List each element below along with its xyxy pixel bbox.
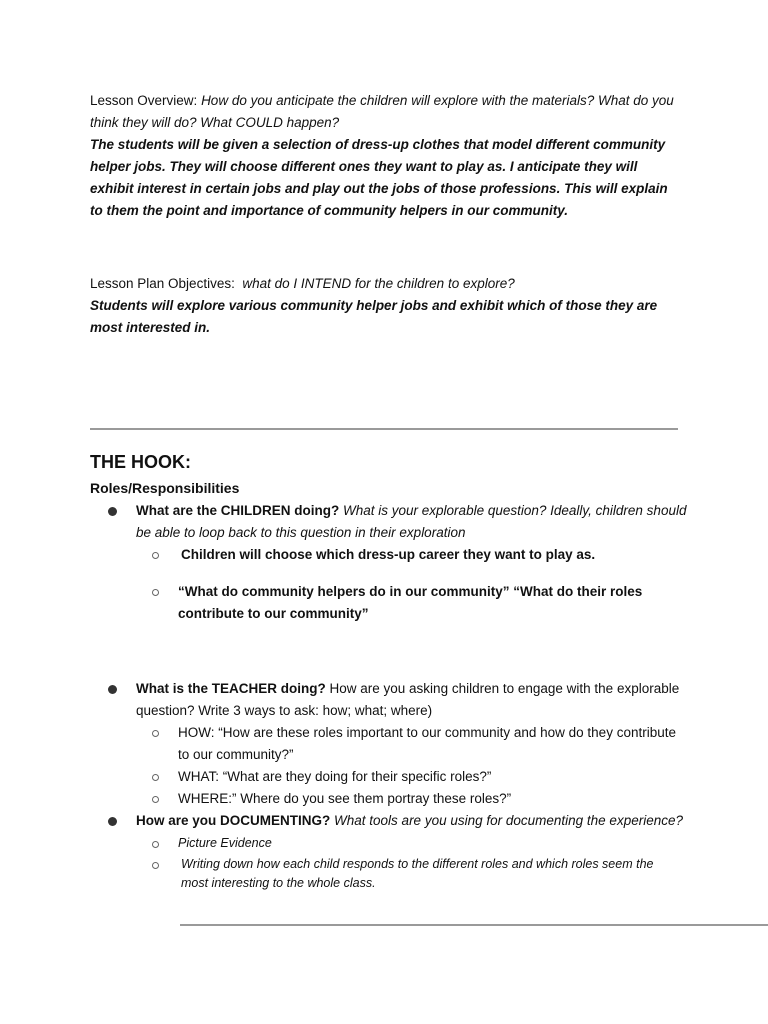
list-item-text: HOW: “How are these roles important to our community and how do they contribute to our community?” <box>178 725 676 762</box>
circle-bullet-icon <box>152 589 159 596</box>
bullet-icon <box>108 507 117 516</box>
list-item <box>90 722 690 766</box>
bottom-divider <box>180 924 768 926</box>
hook-section <box>90 448 690 893</box>
circle-bullet-icon <box>152 841 159 848</box>
documenting-prompt: What tools are you using for documenting the experience? <box>334 813 683 828</box>
roles-title: Roles/Responsibilities <box>90 480 240 496</box>
lesson-overview-label: Lesson Overview <box>90 93 194 108</box>
list-item <box>90 834 690 853</box>
bullet-icon <box>108 685 117 694</box>
objectives-question <box>90 273 680 295</box>
list-item <box>90 581 690 625</box>
children-prompt: What is your explorable question? Ideally, children should be able to loop back to this question in their exploration <box>136 503 687 540</box>
list-item-text: WHAT: “What are they doing for their specific roles?” <box>178 769 492 784</box>
lesson-overview-answer: The students will be given a selection of dress-up clothes that model different community helper jobs. They will choose different ones they want to play as. I anticipate they will exhibit interest in certain jobs and play out the jobs of those professions. This will explain to them the point and importance of community helpers in our community. <box>90 137 668 218</box>
list-item-text: “What do community helpers do in our community” “What do their roles contribute to our community” <box>178 584 643 621</box>
teacher-prompt: How are you asking children to engage with the explorable question? Write 3 ways to ask: how; what; where) <box>136 681 680 718</box>
circle-bullet-icon <box>152 862 159 869</box>
circle-bullet-icon <box>152 552 159 559</box>
list-item <box>90 544 690 566</box>
objectives-label: Lesson Plan Objectives: <box>90 276 235 291</box>
teacher-label: What is the TEACHER doing? <box>136 681 326 696</box>
objectives-section <box>90 273 680 339</box>
children-bullet <box>90 500 690 544</box>
hook-title: THE HOOK: <box>90 452 191 472</box>
documenting-bullet <box>90 810 690 832</box>
children-label: What are the CHILDREN doing? <box>136 503 340 518</box>
lesson-overview-prompt: How do you anticipate the children will explore with the materials? What do you think they will do? What COULD happen? <box>90 93 674 130</box>
list-item-text: Picture Evidence <box>178 836 272 850</box>
circle-bullet-icon <box>152 730 159 737</box>
circle-bullet-icon <box>152 796 159 803</box>
list-item <box>90 855 671 893</box>
list-item-text: Children will choose which dress-up career they want to play as. <box>181 547 596 562</box>
section-divider <box>90 428 678 430</box>
objectives-answer: Students will explore various community helper jobs and exhibit which of those they are most interested in. <box>90 298 658 335</box>
list-item <box>90 788 690 810</box>
lesson-overview-section <box>90 90 680 222</box>
list-item-text: WHERE:” Where do you see them portray these roles?” <box>178 791 512 806</box>
bullet-icon <box>108 817 117 826</box>
objectives-prompt: what do I INTEND for the children to explore? <box>242 276 515 291</box>
lesson-overview-question: Lesson Overview: How do you anticipate the children will explore with the materials? What do you think they will do? What COULD happen? <box>90 93 674 130</box>
documenting-label: How are you DOCUMENTING? <box>136 813 331 828</box>
list-item-text: Writing down how each child responds to the different roles and which roles seem the most interesting to the whole class. <box>181 857 654 890</box>
teacher-bullet <box>90 678 690 722</box>
list-item <box>90 766 690 788</box>
circle-bullet-icon <box>152 774 159 781</box>
